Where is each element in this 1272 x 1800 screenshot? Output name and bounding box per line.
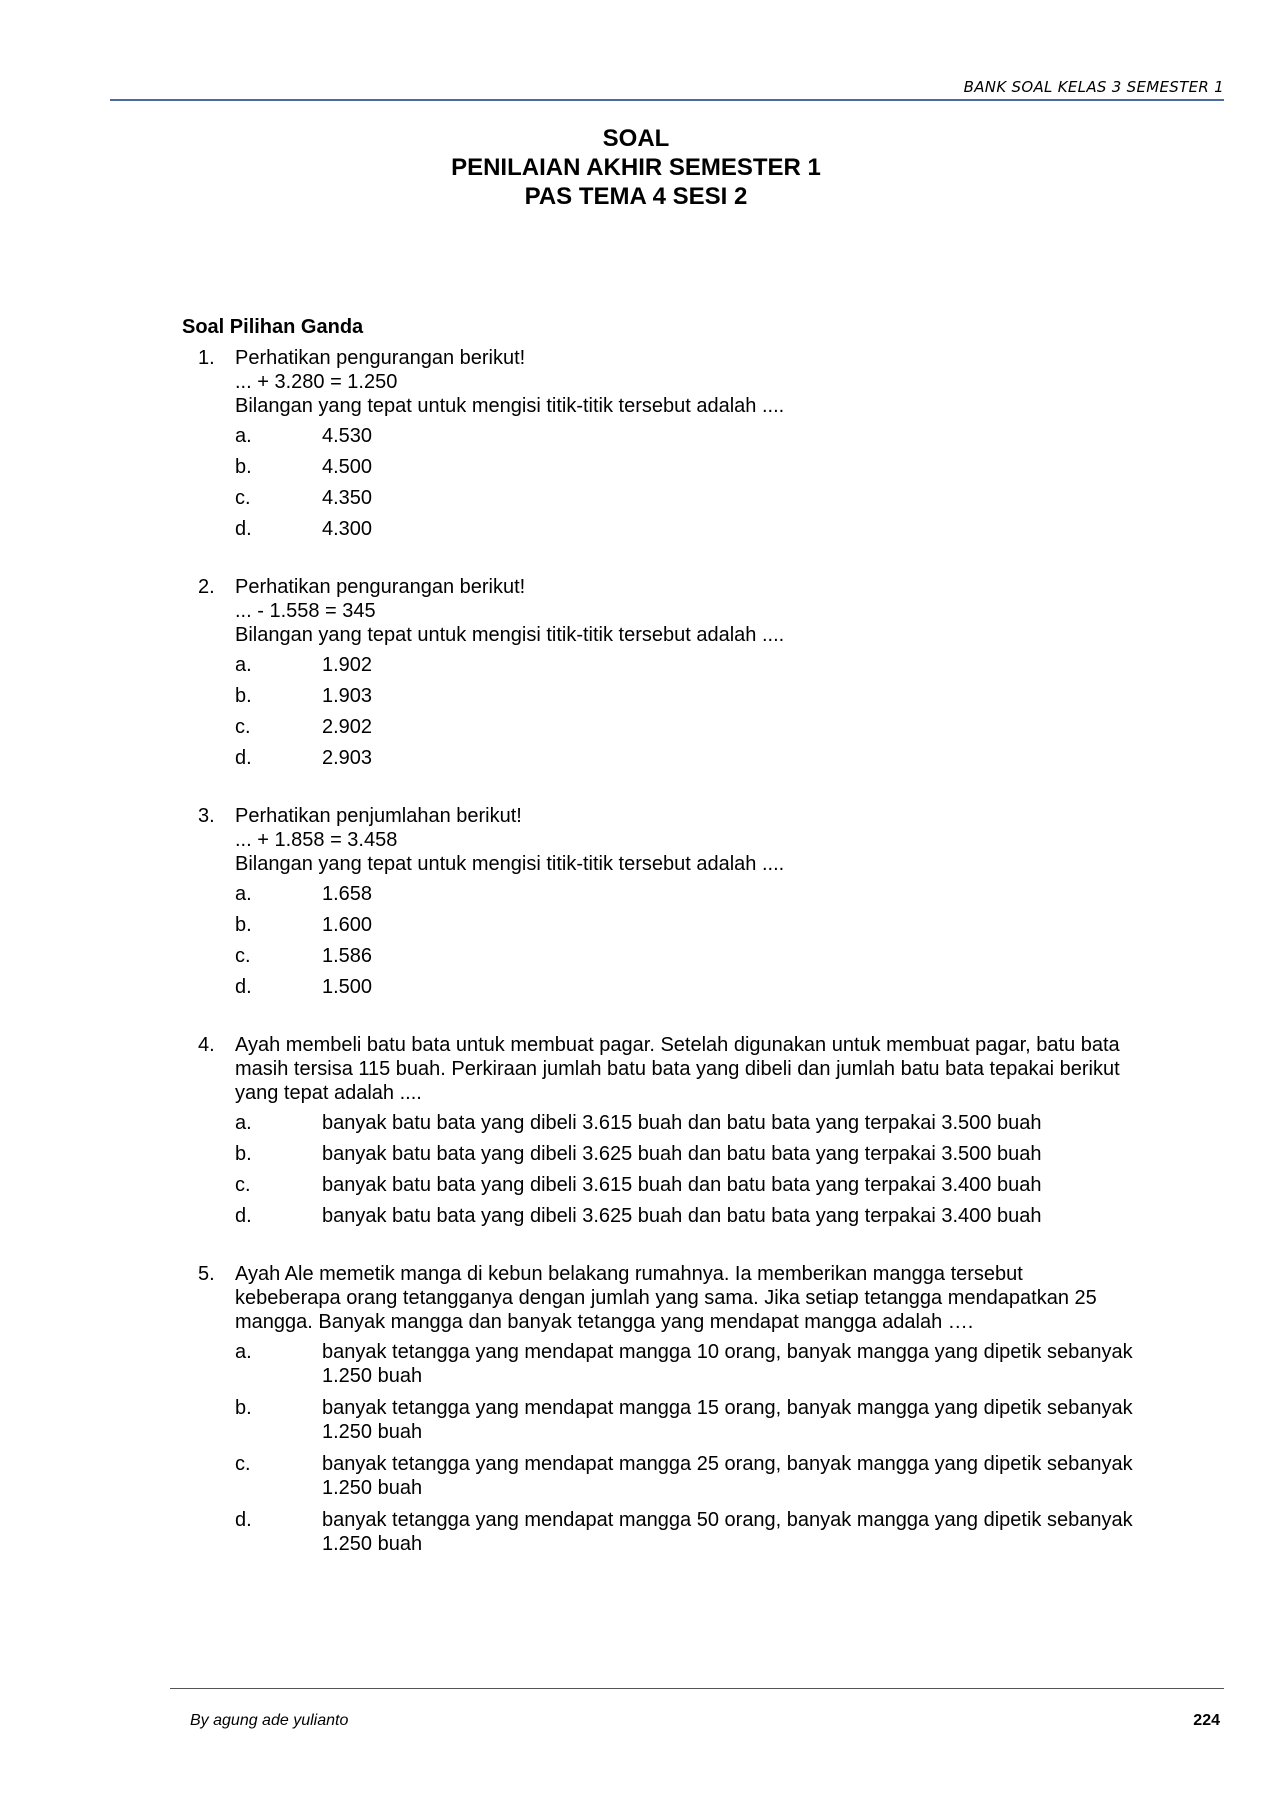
option-text: 1.586 (322, 945, 373, 967)
option-letter: d. (235, 1509, 252, 1531)
question-2 (182, 575, 1202, 770)
option-text: banyak tetangga yang mendapat mangga 10 orang, banyak mangga yang dipetik sebanyak 1.250 buah (322, 1341, 1133, 1387)
option-text: 2.903 (322, 747, 373, 769)
option-b (235, 455, 1202, 479)
option-letter: d. (235, 1205, 252, 1227)
question-text-line: Ayah membeli batu bata untuk membuat pagar. Setelah digunakan untuk membuat pagar, batu bata (235, 1034, 1120, 1056)
page-number: 224 (1193, 1712, 1220, 1729)
option-b (235, 1142, 1202, 1166)
answer-options (235, 653, 1202, 770)
question-list (182, 346, 1202, 1590)
option-text: banyak tetangga yang mendapat mangga 50 orang, banyak mangga yang dipetik sebanyak 1.250 buah (322, 1509, 1133, 1555)
option-text: 1.500 (322, 976, 373, 998)
question-number: 3. (198, 805, 215, 827)
option-b (235, 913, 1202, 937)
question-1 (182, 346, 1202, 541)
option-c (235, 944, 1202, 968)
option-text: banyak tetangga yang mendapat mangga 25 orang, banyak mangga yang dipetik sebanyak 1.250 buah (322, 1453, 1133, 1499)
question-prompt: mangga. Banyak mangga dan banyak tetangga yang mendapat mangga adalah …. (235, 1311, 974, 1333)
option-c (235, 1452, 1202, 1500)
question-text-line: Ayah Ale memetik manga di kebun belakang rumahnya. Ia memberikan mangga tersebut (235, 1263, 1023, 1285)
option-letter: b. (235, 1397, 252, 1419)
question-text-line: Perhatikan pengurangan berikut! (235, 576, 526, 598)
option-letter: b. (235, 456, 252, 478)
option-d (235, 746, 1202, 770)
option-c (235, 486, 1202, 510)
option-d (235, 1204, 1202, 1228)
option-letter: c. (235, 487, 251, 509)
question-prompt: Bilangan yang tepat untuk mengisi titik-titik tersebut adalah .... (235, 624, 785, 646)
question-number: 4. (198, 1034, 215, 1056)
option-text: 2.902 (322, 716, 373, 738)
question-3 (182, 804, 1202, 999)
question-equation: ... + 3.280 = 1.250 (235, 371, 398, 393)
question-text-line: Perhatikan pengurangan berikut! (235, 347, 526, 369)
option-text: banyak batu bata yang dibeli 3.625 buah dan batu bata yang terpakai 3.400 buah (322, 1205, 1042, 1227)
answer-options (235, 424, 1202, 541)
footer-author: By agung ade yulianto (190, 1712, 349, 1729)
option-a (235, 653, 1202, 677)
option-letter: a. (235, 654, 252, 676)
option-text: 4.530 (322, 425, 373, 447)
answer-options (235, 1340, 1202, 1556)
question-prompt: Bilangan yang tepat untuk mengisi titik-titik tersebut adalah .... (235, 395, 785, 417)
option-letter: b. (235, 1143, 252, 1165)
question-number: 1. (198, 347, 215, 369)
question-prompt: yang tepat adalah .... (235, 1082, 422, 1104)
option-text: banyak batu bata yang dibeli 3.625 buah dan batu bata yang terpakai 3.500 buah (322, 1143, 1042, 1165)
question-text-line: Perhatikan penjumlahan berikut! (235, 805, 522, 827)
option-a (235, 424, 1202, 448)
option-text: 4.300 (322, 518, 373, 540)
option-letter: a. (235, 1112, 252, 1134)
title-line-3: PAS TEMA 4 SESI 2 (524, 183, 748, 210)
option-text: 1.902 (322, 654, 373, 676)
option-text: banyak tetangga yang mendapat mangga 15 orang, banyak mangga yang dipetik sebanyak 1.250 buah (322, 1397, 1133, 1443)
option-b (235, 1396, 1202, 1444)
option-letter: d. (235, 976, 252, 998)
option-d (235, 517, 1202, 541)
option-a (235, 1340, 1202, 1388)
option-letter: a. (235, 1341, 252, 1363)
option-text: 1.600 (322, 914, 373, 936)
option-letter: c. (235, 1453, 251, 1475)
option-letter: c. (235, 945, 251, 967)
question-equation: ... + 1.858 = 3.458 (235, 829, 398, 851)
option-letter: a. (235, 425, 252, 447)
running-header: BANK SOAL KELAS 3 SEMESTER 1 (963, 78, 1224, 96)
question-number: 5. (198, 1263, 215, 1285)
option-text: 1.658 (322, 883, 373, 905)
title-line-2: PENILAIAN AKHIR SEMESTER 1 (451, 154, 821, 181)
option-d (235, 1508, 1202, 1556)
option-text: 4.500 (322, 456, 373, 478)
question-4 (182, 1033, 1202, 1228)
question-prompt: Bilangan yang tepat untuk mengisi titik-titik tersebut adalah .... (235, 853, 785, 875)
option-text: banyak batu bata yang dibeli 3.615 buah dan batu bata yang terpakai 3.500 buah (322, 1112, 1042, 1134)
answer-options (235, 1111, 1202, 1228)
option-a (235, 1111, 1202, 1135)
question-equation: ... - 1.558 = 345 (235, 600, 376, 622)
option-letter: a. (235, 883, 252, 905)
header-rule (110, 99, 1224, 101)
document-title (0, 124, 1272, 211)
answer-options (235, 882, 1202, 999)
option-letter: d. (235, 518, 252, 540)
option-text: 4.350 (322, 487, 373, 509)
footer-rule (170, 1688, 1224, 1689)
option-letter: c. (235, 1174, 251, 1196)
option-text: banyak batu bata yang dibeli 3.615 buah dan batu bata yang terpakai 3.400 buah (322, 1174, 1042, 1196)
question-5 (182, 1262, 1202, 1556)
option-letter: d. (235, 747, 252, 769)
option-letter: b. (235, 685, 252, 707)
question-text-line: kebeberapa orang tetangganya dengan jumlah yang sama. Jika setiap tetangga mendapatkan 25 (235, 1287, 1097, 1309)
option-letter: c. (235, 716, 251, 738)
option-text: 1.903 (322, 685, 373, 707)
question-text-line: masih tersisa 115 buah. Perkiraan jumlah batu bata yang dibeli dan jumlah batu bata tepakai berikut (235, 1058, 1120, 1080)
title-line-1: SOAL (602, 125, 670, 152)
option-c (235, 715, 1202, 739)
option-d (235, 975, 1202, 999)
question-number: 2. (198, 576, 215, 598)
option-c (235, 1173, 1202, 1197)
option-a (235, 882, 1202, 906)
section-title: Soal Pilihan Ganda (182, 316, 364, 338)
option-b (235, 684, 1202, 708)
option-letter: b. (235, 914, 252, 936)
